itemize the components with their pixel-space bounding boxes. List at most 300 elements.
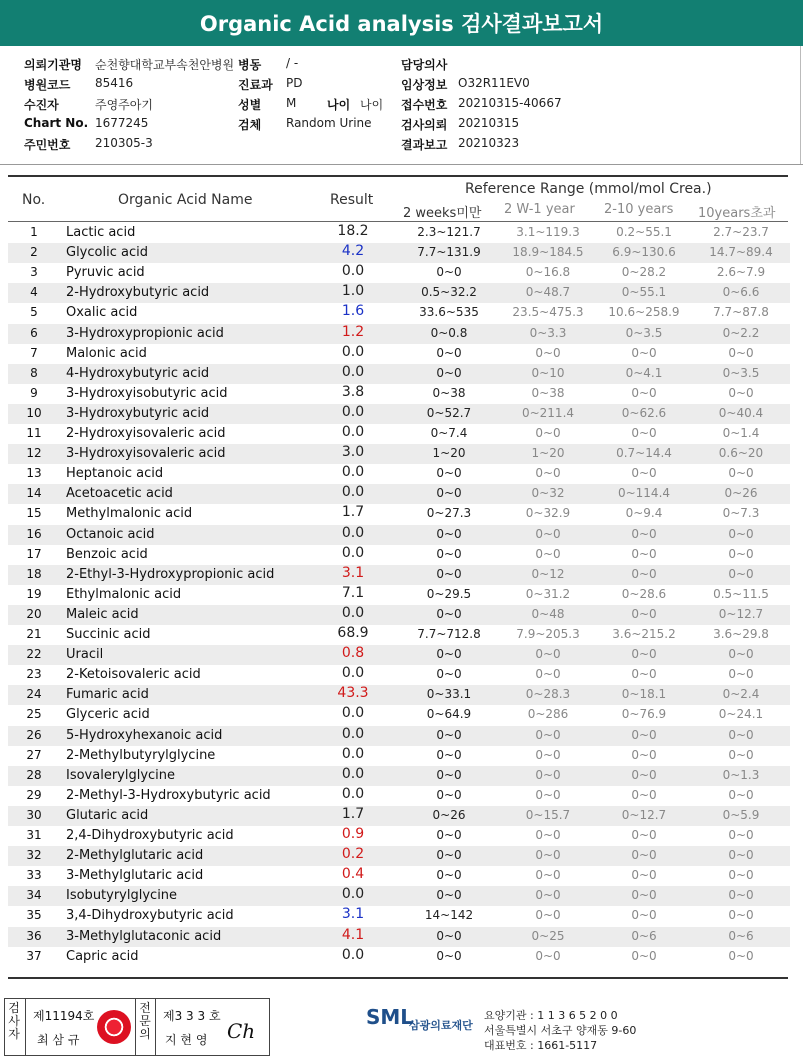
ref-range-10y-plus: 2.7~23.7 [713, 225, 769, 239]
ref-col-4: 10years초과 [698, 206, 776, 221]
result-value: 0.4 [341, 866, 365, 883]
ref-range-10y-plus: 0~12.7 [718, 606, 764, 621]
ref-range-2weeks: 0~0 [436, 546, 462, 561]
result-value: 0.0 [341, 544, 365, 561]
ref-range-2weeks: 2.3~121.7 [417, 225, 481, 239]
acid-name: 5-Hydroxyhexanoic acid [66, 727, 223, 743]
ref-range-2weeks: 0~0 [436, 727, 462, 742]
ref-range-2w-1y: 0~48.7 [525, 285, 571, 300]
hospital-label: 의뢰기관명 [24, 58, 82, 72]
ref-range-2-10y: 0~0 [631, 546, 657, 561]
ref-range-2-10y: 6.9~130.6 [612, 245, 676, 260]
ref-range-10y-plus: 14.7~89.4 [709, 245, 773, 260]
col-result-header: Result [330, 192, 374, 208]
ref-range-2weeks: 0~0 [436, 647, 462, 662]
result-value: 0.0 [341, 604, 365, 621]
result-value: 0.0 [341, 524, 365, 541]
table-row [8, 424, 790, 444]
ref-range-2weeks: 0~0 [436, 667, 462, 682]
ref-range-2-10y: 0~0 [631, 426, 657, 440]
ref-range-2-10y: 0~28.2 [621, 265, 667, 280]
result-value: 0.0 [341, 725, 365, 742]
table-row [8, 605, 790, 625]
ref-range-2weeks: 1~20 [432, 446, 466, 461]
ref-col-1: 2 weeks미만 [403, 206, 482, 221]
result-value: 1.6 [341, 303, 365, 320]
ref-range-2w-1y: 0~32 [531, 486, 565, 501]
ref-range-2w-1y: 0~0 [535, 948, 561, 963]
acid-name: Methylmalonic acid [66, 506, 193, 522]
signature-box [4, 998, 270, 1056]
ref-range-2weeks: 0~38 [432, 385, 466, 400]
result-value: 0.0 [341, 263, 365, 280]
ref-range-2weeks: 0~0 [436, 888, 462, 903]
ref-range-2-10y: 0~6 [631, 928, 657, 943]
ref-col-3: 2-10 years [604, 202, 674, 217]
org-name: 삼광의료재단 [409, 1019, 473, 1032]
ref-range-2w-1y: 1~20 [531, 446, 565, 461]
ref-range-10y-plus: 0~0 [728, 868, 754, 883]
ref-range-2weeks: 0~7.4 [430, 426, 468, 440]
ref-col-2: 2 W-1 year [504, 202, 575, 217]
table-row [8, 685, 790, 705]
table-row [8, 866, 790, 886]
row-number: 18 [26, 566, 42, 581]
table-row [8, 665, 790, 685]
ref-range-10y-plus: 0~0 [728, 828, 754, 842]
id-label: 주민번호 [24, 138, 71, 152]
acid-name: 2-Hydroxyisovaleric acid [66, 426, 226, 441]
row-number: 24 [26, 687, 42, 702]
result-value: 0.0 [341, 946, 365, 963]
ref-range-2weeks: 0~26 [432, 807, 466, 822]
ref-range-10y-plus: 0.6~20 [718, 446, 764, 461]
ref-range-10y-plus: 0~26 [724, 486, 758, 501]
col-name-header: Organic Acid Name [118, 192, 253, 208]
acid-name: 3-Hydroxyisovaleric acid [66, 446, 226, 462]
acid-name: Malonic acid [66, 345, 147, 361]
table-row [8, 806, 790, 826]
result-value: 43.3 [337, 685, 369, 702]
ref-range-10y-plus: 0~0 [728, 345, 754, 360]
table-row [8, 947, 790, 967]
ref-range-10y-plus: 0~0 [728, 385, 754, 400]
row-number: 10 [26, 405, 42, 420]
row-number: 5 [30, 305, 38, 320]
row-number: 21 [26, 627, 42, 641]
footer-divider [155, 999, 156, 1055]
ref-range-2-10y: 0~0 [631, 606, 657, 621]
row-number: 33 [26, 868, 42, 883]
dept-label: 진료과 [238, 78, 273, 92]
ref-range-2-10y: 0~0 [631, 345, 657, 360]
acid-name: Acetoacetic acid [66, 486, 173, 502]
result-value: 1.7 [341, 504, 365, 521]
acid-name: Isovalerylglycine [66, 767, 176, 783]
acid-name: 2-Ketoisovaleric acid [66, 667, 201, 683]
row-number: 28 [26, 767, 42, 782]
table-row [8, 263, 790, 283]
acid-name: Ethylmalonic acid [66, 586, 182, 602]
ref-range-10y-plus: 0~0 [728, 747, 754, 762]
ref-range-10y-plus: 0~0 [728, 566, 754, 581]
ref-range-2w-1y: 0~3.3 [529, 325, 567, 340]
table-row [8, 846, 790, 866]
ref-range-2-10y: 0~0 [631, 466, 657, 481]
ref-range-10y-plus: 0~1.3 [722, 767, 760, 782]
ref-range-10y-plus: 0~0 [728, 466, 754, 481]
table-row [8, 243, 790, 263]
result-value: 0.0 [341, 403, 365, 420]
ref-range-2weeks: 0~0 [436, 868, 462, 883]
row-number: 34 [26, 888, 42, 903]
ref-range-10y-plus: 0~5.9 [722, 807, 760, 822]
patient-info-section [0, 46, 801, 164]
header-rule [8, 221, 788, 222]
ref-range-2weeks: 0~0 [436, 606, 462, 621]
ref-range-2w-1y: 0~286 [527, 707, 569, 722]
ward-label: 병동 [238, 58, 262, 72]
ref-range-10y-plus: 0~0 [728, 888, 754, 903]
ref-range-10y-plus: 0~7.3 [722, 506, 760, 521]
ref-range-2-10y: 0~0 [631, 566, 657, 581]
acid-name: 2-Methylglutaric acid [66, 848, 204, 864]
result-value: 0.0 [341, 464, 365, 481]
table-row [8, 504, 790, 524]
ref-range-2w-1y: 0~48 [531, 606, 565, 621]
table-row [8, 906, 790, 926]
ref-range-2weeks: 0~0 [436, 848, 462, 863]
acid-name: Isobutyrylglycine [66, 888, 178, 904]
table-row [8, 464, 790, 484]
row-number: 14 [26, 486, 42, 501]
ref-range-2w-1y: 0~10 [531, 365, 565, 380]
ref-range-2w-1y: 0~0 [535, 647, 561, 662]
ref-range-2w-1y: 3.1~119.3 [516, 225, 580, 239]
ref-range-2-10y: 0~0 [631, 888, 657, 903]
acid-name: Lactic acid [66, 225, 136, 240]
ref-range-2weeks: 0~0 [436, 345, 462, 360]
row-number: 32 [26, 848, 42, 863]
ref-range-2-10y: 0~12.7 [621, 807, 667, 822]
chart-value: 1677245 [95, 116, 149, 130]
ref-range-2w-1y: 0~32.9 [525, 506, 571, 521]
row-number: 16 [26, 526, 42, 541]
acid-name: 2-Hydroxybutyric acid [66, 285, 210, 301]
age-value: 나이 [360, 98, 384, 112]
signature-icon: Ch [227, 1019, 256, 1043]
ref-range-2-10y: 0~18.1 [621, 687, 667, 702]
ref-range-2w-1y: 0~0 [535, 345, 561, 360]
row-number: 27 [26, 747, 42, 762]
acid-name: 2-Methyl-3-Hydroxybutyric acid [66, 787, 271, 803]
result-value: 0.0 [341, 785, 365, 802]
row-number: 36 [26, 928, 42, 943]
acid-name: Glycolic acid [66, 245, 148, 261]
ref-range-10y-plus: 0~1.4 [722, 426, 760, 440]
ref-range-2-10y: 3.6~215.2 [612, 627, 676, 641]
row-number: 26 [26, 727, 42, 742]
ref-range-2weeks: 0~0 [436, 928, 462, 943]
hospital-value: 순천향대학교부속천안병원 [95, 58, 235, 72]
ref-range-2w-1y: 0~0 [535, 787, 561, 802]
ref-range-2w-1y: 0~0 [535, 546, 561, 561]
result-value: 1.0 [341, 283, 365, 300]
ref-range-2weeks: 0.5~32.2 [421, 285, 477, 300]
row-number: 15 [26, 506, 42, 521]
clinical-label: 임상정보 [401, 78, 448, 92]
acid-name: Heptanoic acid [66, 466, 164, 482]
ref-range-2w-1y: 0~15.7 [525, 807, 571, 822]
id-value: 210305-3 [95, 136, 153, 150]
table-row [8, 886, 790, 906]
ref-range-2weeks: 7.7~712.8 [417, 627, 481, 641]
table-row [8, 766, 790, 786]
ref-range-10y-plus: 0~0 [728, 526, 754, 541]
ref-range-2weeks: 0~0 [436, 787, 462, 802]
report-value: 20210323 [458, 136, 520, 150]
ref-range-2-10y: 0~76.9 [621, 707, 667, 722]
row-number: 37 [26, 948, 42, 963]
row-number: 35 [26, 908, 42, 923]
ref-range-2weeks: 33.6~535 [419, 305, 479, 320]
result-value: 0.0 [341, 484, 365, 501]
age-label: 나이 [327, 98, 351, 112]
ref-range-2weeks: 0~0 [436, 828, 462, 842]
row-number: 20 [26, 606, 42, 621]
acid-name: 3,4-Dihydroxybutyric acid [66, 908, 234, 924]
table-row [8, 303, 790, 323]
ref-range-2weeks: 0~0 [436, 526, 462, 541]
ref-range-2-10y: 0~0 [631, 908, 657, 923]
result-value: 0.0 [341, 363, 365, 380]
ref-range-10y-plus: 0~2.4 [722, 687, 760, 702]
row-number: 22 [26, 647, 42, 662]
acid-name: Fumaric acid [66, 687, 149, 703]
ref-range-2w-1y: 0~12 [531, 566, 565, 581]
ref-range-2w-1y: 0~0 [535, 828, 561, 842]
footer-divider [135, 999, 136, 1055]
patient-label: 수진자 [24, 98, 59, 112]
doctor-label: 담당의사 [401, 58, 448, 72]
ref-range-2w-1y: 23.5~475.3 [512, 305, 584, 320]
ref-range-10y-plus: 0~2.2 [722, 325, 760, 340]
ref-range-2weeks: 0~0.8 [430, 325, 468, 340]
ref-range-2weeks: 7.7~131.9 [417, 245, 481, 260]
ref-range-2weeks: 0~29.5 [426, 586, 472, 601]
result-value: 4.2 [341, 243, 365, 260]
ref-range-2-10y: 0~28.6 [621, 586, 667, 601]
ref-range-2weeks: 0~0 [436, 767, 462, 782]
ref-range-2weeks: 0~0 [436, 486, 462, 501]
ward-value: / - [286, 56, 299, 70]
result-value: 4.1 [341, 926, 365, 943]
result-value: 0.0 [341, 886, 365, 903]
specialist-name: 지 현 영 [165, 1033, 208, 1047]
result-value: 0.0 [341, 705, 365, 722]
ref-range-2w-1y: 0~0 [535, 727, 561, 742]
ref-range-10y-plus: 0~0 [728, 848, 754, 863]
examiner-license: 제11194호 [33, 1009, 95, 1023]
ref-range-10y-plus: 3.6~29.8 [713, 627, 769, 641]
col-reference-header: Reference Range (mmol/mol Crea.) [465, 181, 712, 197]
table-row [8, 364, 790, 384]
ref-range-2w-1y: 0~0 [535, 667, 561, 682]
acid-name: 3-Hydroxyisobutyric acid [66, 385, 228, 401]
ref-range-2-10y: 0~0 [631, 948, 657, 963]
code-value: 85416 [95, 76, 134, 90]
sml-logo-icon: SML [366, 1005, 414, 1029]
report-label: 결과보고 [401, 138, 448, 152]
table-row [8, 786, 790, 806]
ref-range-2-10y: 0~0 [631, 828, 657, 842]
result-value: 3.8 [341, 383, 365, 400]
ref-range-2w-1y: 0~0 [535, 747, 561, 762]
acid-name: Oxalic acid [66, 305, 138, 321]
clinical-value: O32R11EV0 [458, 76, 530, 90]
request-value: 20210315 [458, 116, 520, 130]
acid-name: Uracil [66, 647, 104, 663]
footer-divider [25, 999, 26, 1055]
ref-range-10y-plus: 0~3.5 [722, 365, 760, 380]
acid-name: 3-Methylglutaconic acid [66, 928, 222, 944]
ref-range-2-10y: 0~62.6 [621, 405, 667, 420]
ref-range-2-10y: 0~0 [631, 868, 657, 883]
acid-name: Glyceric acid [66, 707, 150, 723]
dept-value: PD [286, 76, 303, 90]
table-row [8, 726, 790, 746]
table-row [8, 645, 790, 665]
specimen-label: 검체 [238, 118, 262, 132]
ref-range-2w-1y: 0~16.8 [525, 265, 571, 280]
table-row [8, 746, 790, 766]
ref-range-2weeks: 0~0 [436, 466, 462, 481]
ref-range-10y-plus: 0.5~11.5 [713, 586, 769, 601]
ref-range-2w-1y: 0~0 [535, 767, 561, 782]
ref-range-2w-1y: 0~0 [535, 908, 561, 923]
table-row [8, 625, 790, 645]
table-top-rule [8, 175, 788, 177]
table-bottom-rule [8, 977, 788, 979]
row-number: 9 [30, 385, 38, 400]
ref-range-2w-1y: 0~0 [535, 888, 561, 903]
row-number: 30 [26, 807, 42, 822]
ref-range-10y-plus: 0~0 [728, 647, 754, 662]
ref-range-10y-plus: 0~0 [728, 667, 754, 682]
ref-range-10y-plus: 7.7~87.8 [713, 305, 769, 320]
acid-name: 2-Ethyl-3-Hydroxypropionic acid [66, 566, 275, 582]
row-number: 2 [30, 245, 38, 260]
result-value: 0.9 [341, 826, 365, 842]
ref-range-2weeks: 0~0 [436, 948, 462, 963]
table-row [8, 545, 790, 565]
table-row [8, 565, 790, 585]
specimen-value: Random Urine [286, 116, 372, 130]
row-number: 3 [30, 265, 38, 280]
ref-range-2-10y: 0~0 [631, 667, 657, 682]
info-divider [0, 164, 803, 165]
row-number: 6 [30, 325, 38, 340]
ref-range-2-10y: 10.6~258.9 [608, 305, 680, 320]
org-phone: 대표번호 : 1661-5117 [484, 1039, 598, 1052]
row-number: 1 [30, 225, 38, 239]
ref-range-2weeks: 0~33.1 [426, 687, 472, 702]
table-row [8, 344, 790, 364]
ref-range-2-10y: 0~55.1 [621, 285, 667, 300]
ref-range-2weeks: 0~0 [436, 566, 462, 581]
row-number: 12 [26, 446, 42, 461]
row-number: 19 [26, 586, 42, 601]
table-row [8, 283, 790, 303]
ref-range-2w-1y: 0~25 [531, 928, 565, 943]
ref-range-2weeks: 0~0 [436, 265, 462, 280]
examiner-label: 검사자 [8, 1001, 20, 1041]
result-value: 18.2 [337, 223, 369, 239]
table-row [8, 585, 790, 605]
sex-value: M [286, 96, 297, 110]
row-number: 17 [26, 546, 42, 561]
ref-range-2weeks: 0~0 [436, 365, 462, 380]
ref-range-2weeks: 0~27.3 [426, 506, 472, 521]
acid-name: Maleic acid [66, 606, 139, 622]
ref-range-10y-plus: 0~40.4 [718, 405, 764, 420]
ref-range-2-10y: 0~4.1 [625, 365, 663, 380]
ref-range-2w-1y: 0~31.2 [525, 586, 571, 601]
row-number: 11 [26, 426, 42, 440]
table-row [8, 705, 790, 725]
ref-range-2w-1y: 0~38 [531, 385, 565, 400]
ref-range-2-10y: 0~0 [631, 767, 657, 782]
ref-range-10y-plus: 0~6.6 [722, 285, 760, 300]
ref-range-2weeks: 14~142 [424, 908, 474, 923]
acid-name: 2,4-Dihydroxybutyric acid [66, 828, 234, 843]
request-label: 검사의뢰 [401, 118, 448, 132]
patient-value: 주영주아기 [95, 98, 153, 112]
specialist-label: 전문의 [139, 1001, 151, 1041]
ref-range-2w-1y: 7.9~205.3 [516, 627, 580, 641]
specialist-license: 제3 3 3 호 [163, 1009, 221, 1023]
result-value: 0.0 [341, 765, 365, 782]
row-number: 23 [26, 667, 42, 682]
ref-range-2w-1y: 18.9~184.5 [512, 245, 584, 260]
ref-range-10y-plus: 0~0 [728, 546, 754, 561]
ref-range-10y-plus: 0~6 [728, 928, 754, 943]
ref-range-2weeks: 0~64.9 [426, 707, 472, 722]
ref-range-2-10y: 0~0 [631, 848, 657, 863]
sex-label: 성별 [238, 98, 262, 112]
acid-name: Octanoic acid [66, 526, 155, 542]
row-number: 8 [30, 365, 38, 380]
result-value: 3.0 [341, 444, 365, 461]
result-value: 0.0 [341, 665, 365, 682]
ref-range-2-10y: 0~114.4 [617, 486, 671, 501]
acid-name: 3-Hydroxybutyric acid [66, 405, 210, 421]
ref-range-2-10y: 0.7~14.4 [616, 446, 672, 461]
ref-range-2weeks: 0~52.7 [426, 405, 472, 420]
result-value: 0.0 [341, 424, 365, 440]
row-number: 29 [26, 787, 42, 802]
examiner-name: 최 삼 규 [37, 1033, 80, 1047]
ref-range-2w-1y: 0~211.4 [521, 405, 575, 420]
table-row [8, 324, 790, 344]
accession-value: 20210315-40667 [458, 96, 562, 110]
acid-name: 3-Hydroxypropionic acid [66, 325, 224, 341]
table-row [8, 525, 790, 545]
ref-range-2w-1y: 0~0 [535, 868, 561, 883]
result-value: 3.1 [341, 564, 365, 581]
row-number: 25 [26, 707, 42, 722]
result-value: 68.9 [337, 625, 369, 641]
